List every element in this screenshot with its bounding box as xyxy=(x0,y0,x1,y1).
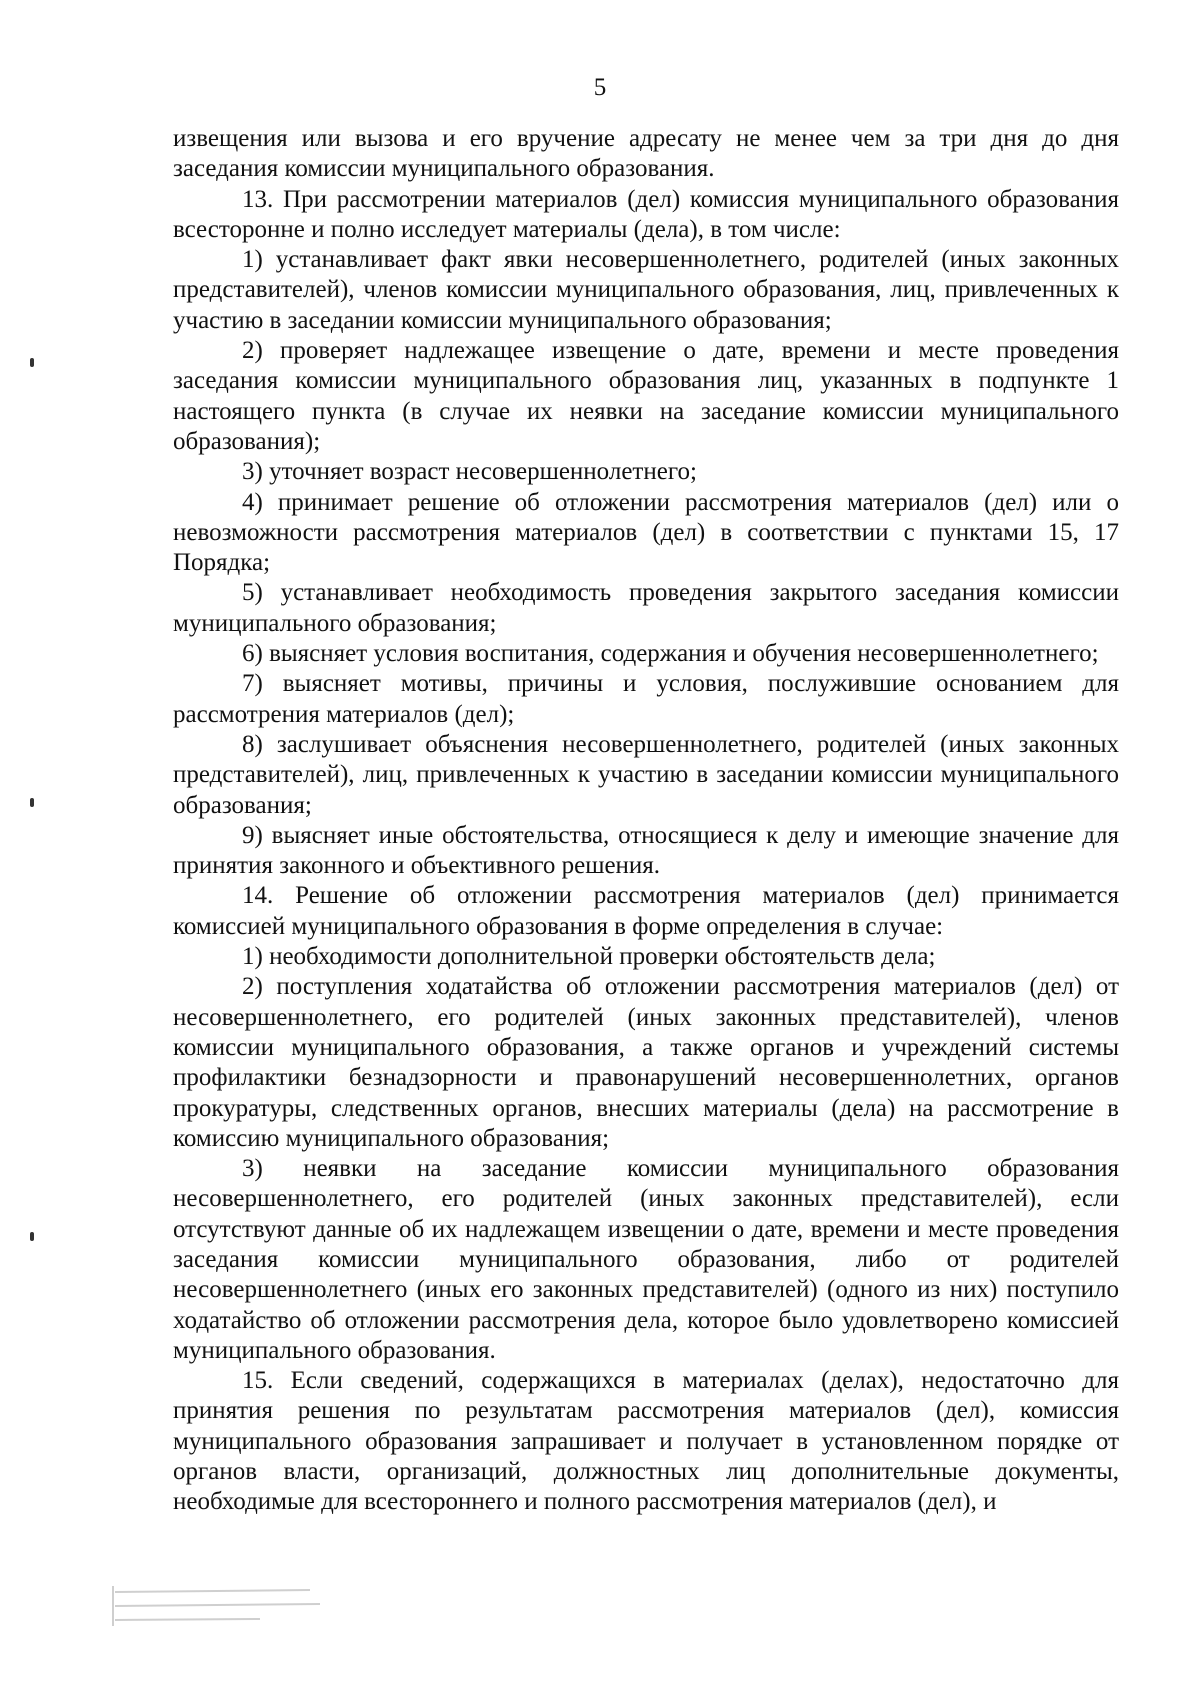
faded-stamp xyxy=(110,1580,330,1640)
paragraph: 13. При рассмотрении материалов (дел) комиссия муниципального образования всесторонне и полно исследует материалы (дела), в том числе: xyxy=(173,185,1119,243)
paragraph: 3) уточняет возраст несовершеннолетнего; xyxy=(242,458,697,486)
paragraph: 7) выясняет мотивы, причины и условия, послужившие основанием для рассмотрения материалов (дел); xyxy=(173,670,1119,728)
page-number: 5 xyxy=(593,74,607,101)
paragraph: 3) неявки на заседание комиссии муниципального образования несовершеннолетнего, его родителей (иных законных представителей), если отсутствуют данные об их надлежащем извещении о дате, времени и месте проведения заседания комиссии муниципального образования, либо от родителей несовершеннолетнего (иных его законных представителей) (одного из них) поступило ходатайство об отложении рассмотрения дела, которое было удовлетворено комиссией муниципального образования. xyxy=(173,1155,1119,1364)
paragraph: 2) проверяет надлежащее извещение о дате, времени и месте проведения заседания комиссии муниципального образования лиц, указанных в подпункте 1 настоящего пункта (в случае их неявки на заседание комиссии муниципального образования); xyxy=(173,337,1119,455)
paragraph: 1) устанавливает факт явки несовершеннолетнего, родителей (иных законных представителей), членов комиссии муниципального образования, лиц, привлеченных к участию в заседании комиссии муниципального образования; xyxy=(173,246,1119,334)
margin-mark xyxy=(30,1232,34,1241)
paragraph: 4) принимает решение об отложении рассмотрения материалов (дел) или о невозможности рассмотрения материалов (дел) в соответствии с пунктами 15, 17 Порядка; xyxy=(173,488,1119,577)
paragraph: 2) поступления ходатайства об отложении рассмотрения материалов (дел) от несовершеннолетнего, его родителей (иных законных представителей), членов комиссии муниципального образования, а также органов и учреждений системы профилактики безнадзорности и правонарушений несовершеннолетних, органов прокуратуры, следственных органов, внесших материалы (дела) на рассмотрение в комиссию муниципального образования; xyxy=(173,973,1119,1152)
paragraph: 1) необходимости дополнительной проверки обстоятельств дела; xyxy=(242,943,936,971)
margin-mark xyxy=(30,798,34,807)
paragraph: извещения или вызова и его вручение адресату не менее чем за три дня до дня заседания комиссии муниципального образования. xyxy=(173,125,1119,183)
paragraph: 9) выясняет иные обстоятельства, относящиеся к делу и имеющие значение для принятия законного и объективного решения. xyxy=(173,821,1119,880)
paragraph: 15. Если сведений, содержащихся в материалах (делах), недостаточно для принятия решения по результатам рассмотрения материалов (дел), комиссия муниципального образования запрашивает и получает в установленном порядке от органов власти, организаций, должностных лиц дополнительные документы, необходимые для всестороннего и полного рассмотрения материалов (дел), и xyxy=(173,1367,1119,1516)
paragraph: 14. Решение об отложении рассмотрения материалов (дел) принимается комиссией муниципального образования в форме определения в случае: xyxy=(173,882,1119,940)
document-body xyxy=(173,124,1119,1518)
paragraph: 6) выясняет условия воспитания, содержания и обучения несовершеннолетнего; xyxy=(242,640,1099,668)
margin-mark xyxy=(30,358,34,367)
paragraph: 8) заслушивает объяснения несовершеннолетнего, родителей (иных законных представителей), лиц, привлеченных к участию в заседании комиссии муниципального образования; xyxy=(173,730,1119,819)
paragraph: 5) устанавливает необходимость проведения закрытого заседания комиссии муниципального образования; xyxy=(173,579,1119,637)
